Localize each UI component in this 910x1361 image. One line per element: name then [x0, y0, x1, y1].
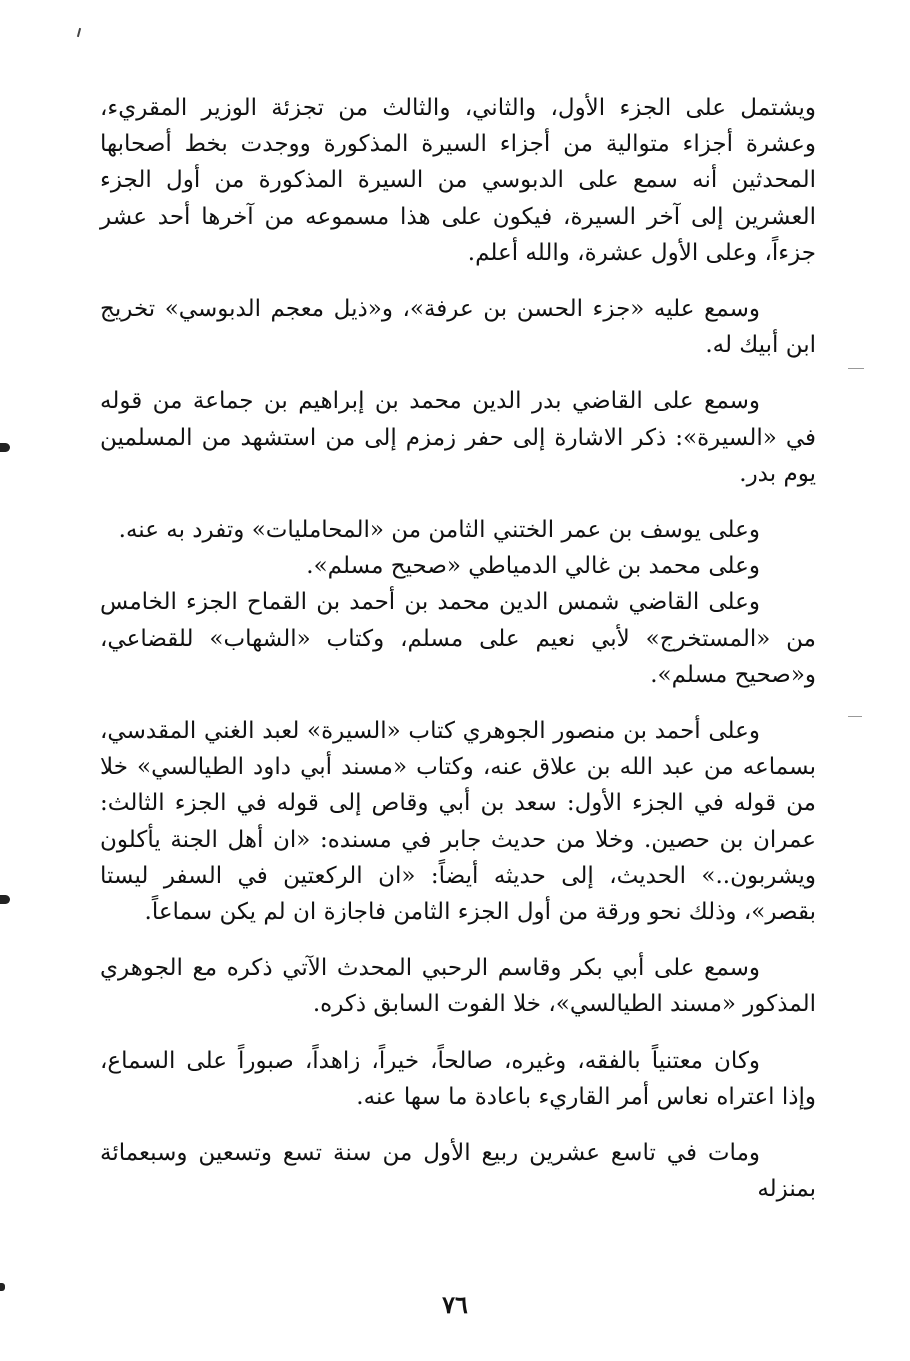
- scan-mark: [77, 28, 81, 37]
- paragraph: وسمع على أبي بكر وقاسم الرحبي المحدث الآتي ذكره مع الجوهري المذكور «مسند الطيالسي»، خلا الفوت السابق ذكره.: [100, 955, 816, 1018]
- paragraph: وعلى يوسف بن عمر الختني الثامن من «المحامليات» وتفرد به عنه.: [118, 517, 760, 544]
- paragraph: ومات في تاسع عشرين ربيع الأول من سنة تسع وتسعين وسبعمائة بمنزله: [100, 1140, 816, 1203]
- paragraph: وسمع على القاضي بدر الدين محمد بن إبراهيم بن جماعة من قوله في «السيرة»: ذكر الاشارة إلى حفر زمزم إلى من استشهد من المسلمين يوم بدر.: [100, 388, 816, 487]
- scan-mark: [848, 716, 862, 717]
- scan-mark: [848, 368, 864, 369]
- paragraph: وكان معتنياً بالفقه، وغيره، صالحاً، خيراً، زاهداً، صبوراً على السماع، وإذا اعتراه نعاس أمر القاريء باعادة ما سها عنه.: [100, 1047, 816, 1110]
- scan-mark: [0, 443, 10, 452]
- paragraph: وعلى محمد بن غالي الدمياطي «صحيح مسلم».: [306, 553, 760, 580]
- paragraph: وعلى القاضي شمس الدين محمد بن أحمد بن القماح الجزء الخامس من «المستخرج» لأبي نعيم على مسلم، وكتاب «الشهاب» للقضاعي، و«صحيح مسلم».: [100, 589, 816, 688]
- scan-mark: [0, 895, 10, 904]
- paragraph: ويشتمل على الجزء الأول، والثاني، والثالث من تجزئة الوزير المقريء، وعشرة أجزاء متوالية من أجزاء السيرة المذكورة ووجدت بخط أصحابها المحدثين أنه سمع على الدبوسي من السيرة المذكورة من أول الجزء العشرين إلى آخر السيرة، فيكون على هذا مسموعه من آخرها أحد عشر جزءاً، وعلى الأول عشرة، والله أعلم.: [100, 95, 816, 266]
- paragraph: وعلى أحمد بن منصور الجوهري كتاب «السيرة» لعبد الغني المقدسي، بسماعه من عبد الله بن علاق عنه، وكتاب «مسند أبي داود الطيالسي» خلا من قوله في الجزء الأول: سعد بن أبي وقاص إلى قوله في الجزء الثالث: عمران بن حصين. وخلا من حديث جابر في مسنده: «ان أهل الجنة يأكلون ويشربون..» الحديث، إلى حديثه أيضاً: «ان الركعتين في السفر ليستا بقصر»، وذلك نحو ورقة من أول الجزء الثامن فاجازة ان لم يكن سماعاً.: [100, 718, 816, 926]
- body-text: [100, 90, 816, 1227]
- page-number: ٧٦: [442, 1290, 468, 1319]
- paragraph: وسمع عليه «جزء الحسن بن عرفة»، و«ذيل معجم الدبوسي» تخريج ابن أبيك له.: [100, 296, 816, 359]
